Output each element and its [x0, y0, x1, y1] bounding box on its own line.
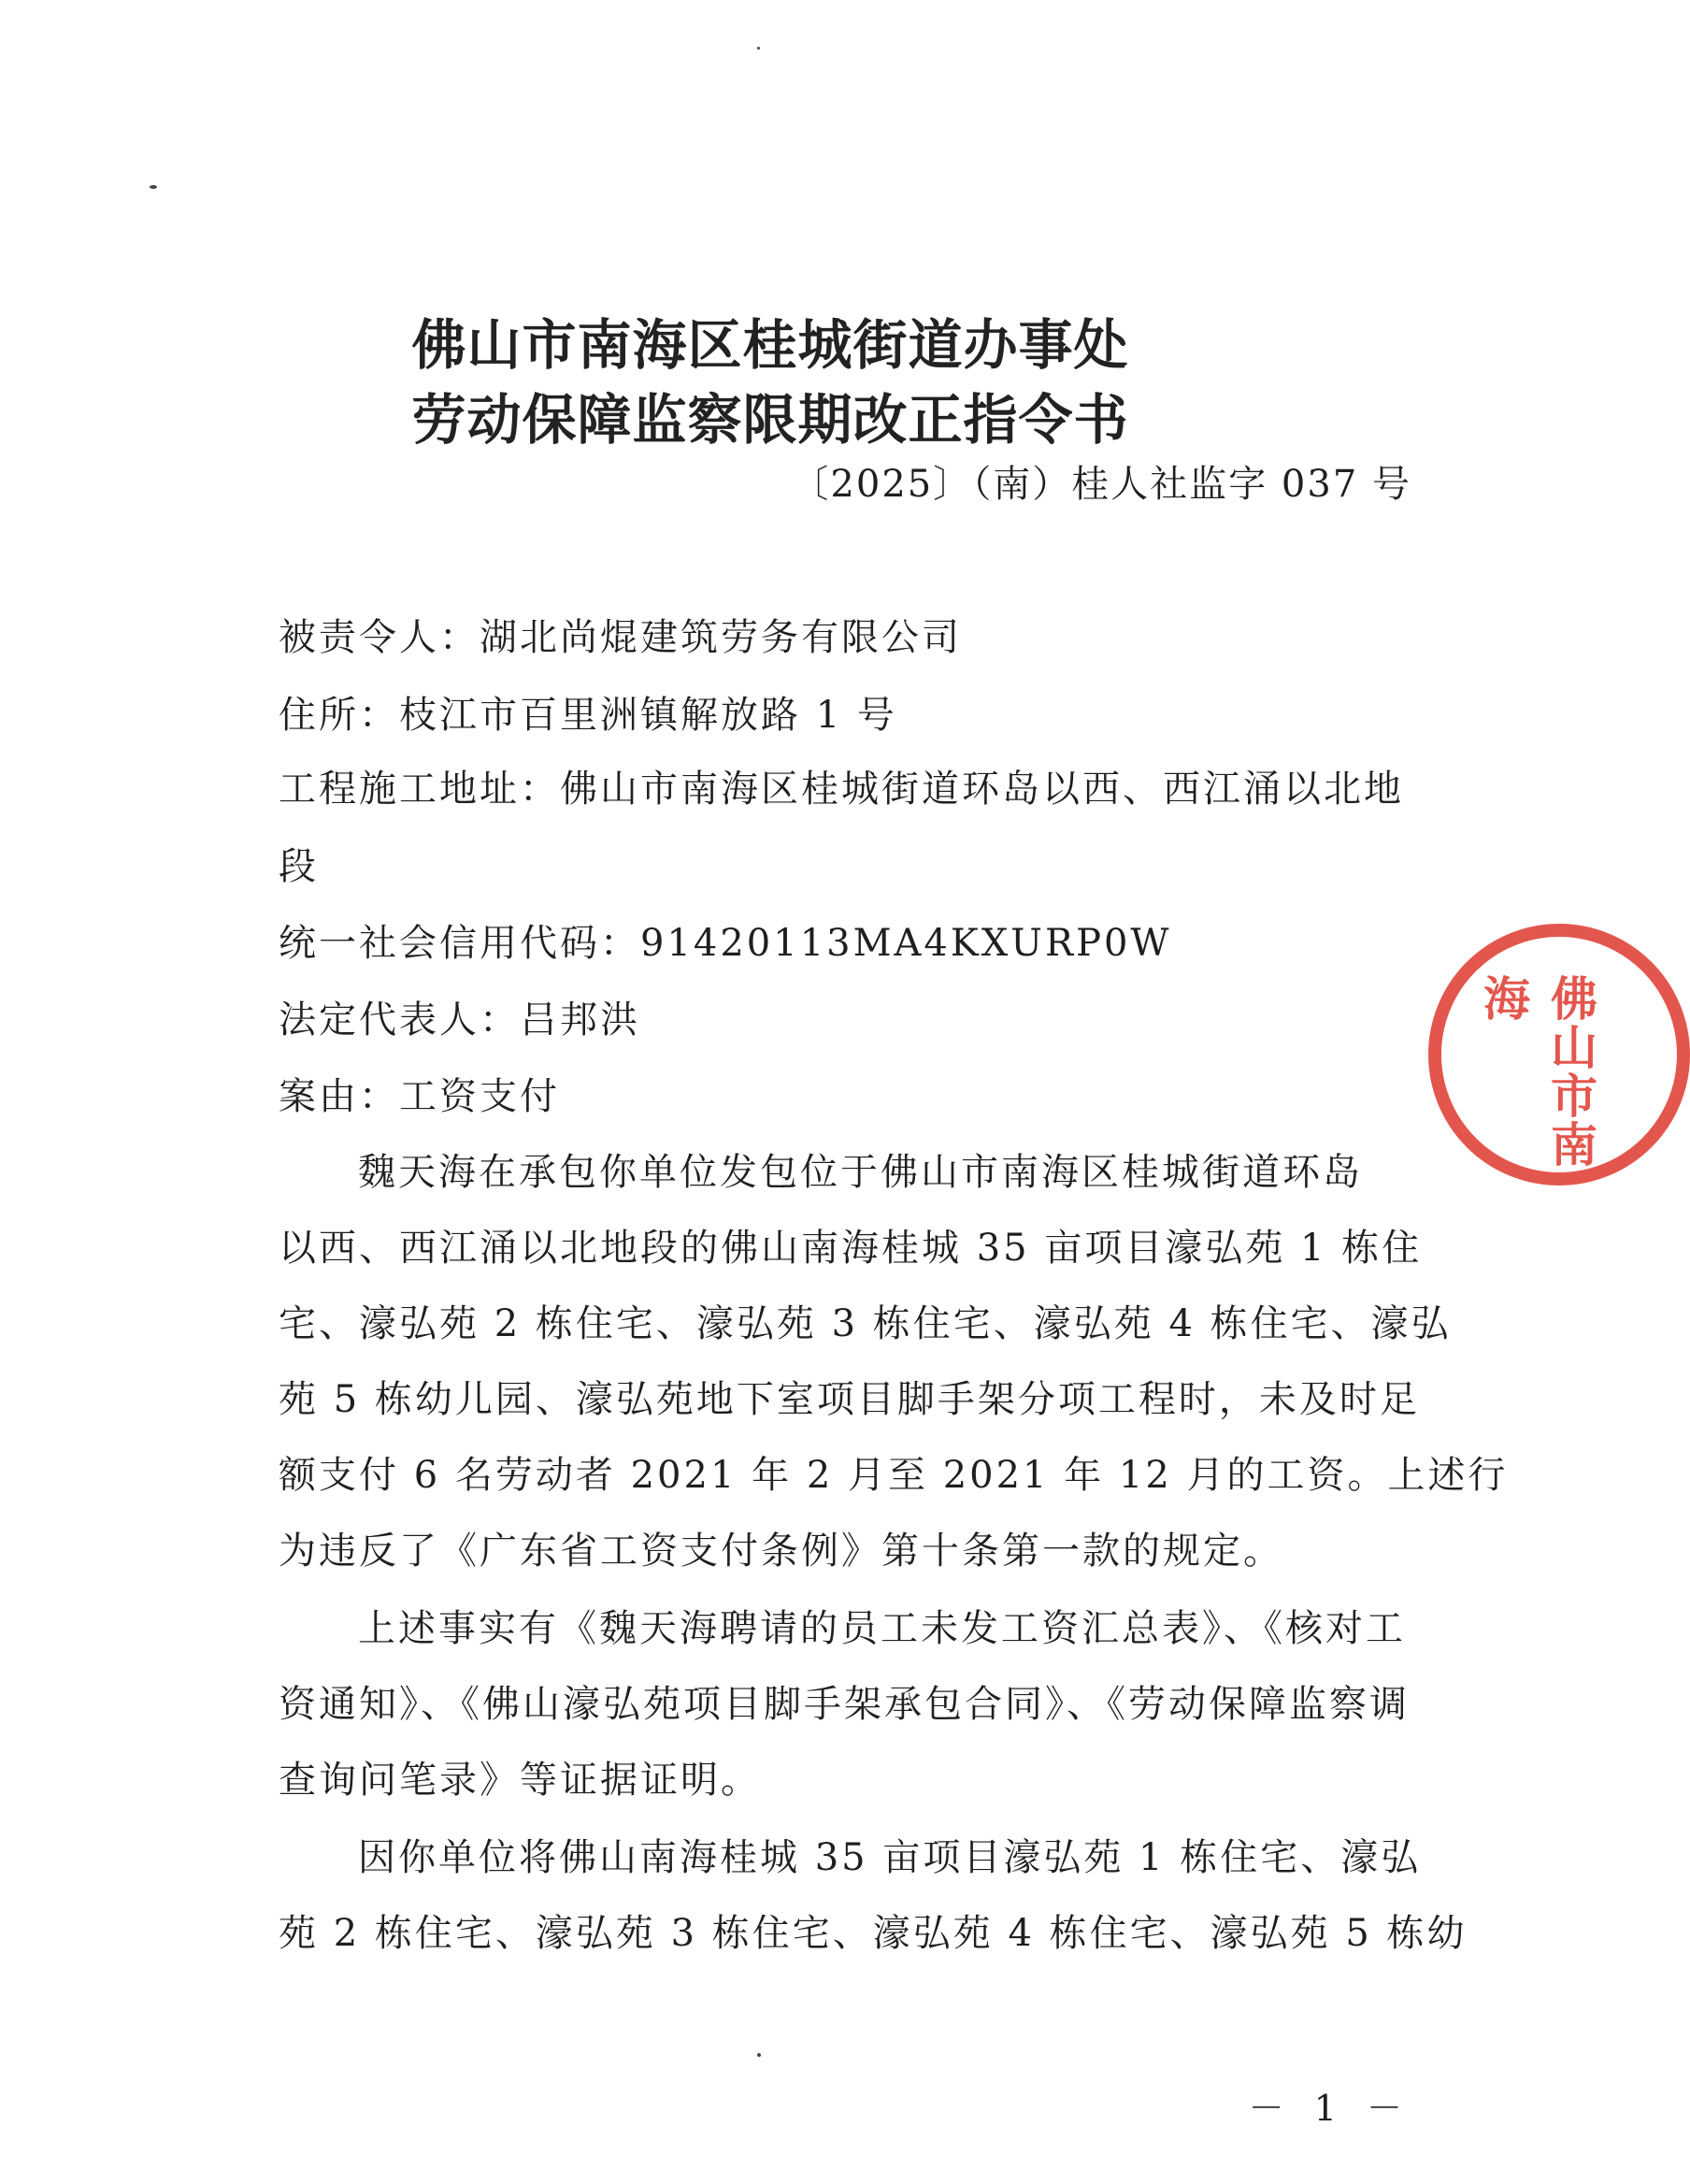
case-cause-line: 案由：工资支付 — [279, 1075, 560, 1118]
paragraph-1-line: 魏天海在承包你单位发包位于佛山市南海区桂城街道环岛 — [358, 1151, 1363, 1194]
scan-speck — [150, 185, 157, 189]
legal-representative-line: 法定代表人：吕邦洪 — [279, 999, 640, 1042]
paragraph-1-line: 宅、濠弘苑 2 栋住宅、濠弘苑 3 栋住宅、濠弘苑 4 栋住宅、濠弘 — [279, 1302, 1452, 1345]
address-line: 住所：枝江市百里洲镇解放路 1 号 — [279, 694, 897, 737]
paragraph-3-line: 因你单位将佛山南海桂城 35 亩项目濠弘苑 1 栋住宅、濠弘 — [358, 1836, 1422, 1879]
page-number: － 1 － — [1248, 2088, 1411, 2129]
paragraph-2-line: 上述事实有《魏天海聘请的员工未发工资汇总表》、《核对工 — [358, 1607, 1406, 1650]
paragraph-2-line: 资通知》、《佛山濠弘苑项目脚手架承包合同》、《劳动保障监察调 — [279, 1683, 1410, 1726]
credit-code-line: 统一社会信用代码：91420113MA4KXURP0W — [279, 922, 1172, 965]
paragraph-3-line: 苑 2 栋住宅、濠弘苑 3 栋住宅、濠弘苑 4 栋住宅、濠弘苑 5 栋幼 — [279, 1912, 1468, 1955]
document-body — [279, 0, 1509, 2184]
respondent-line: 被责令人：湖北尚焜建筑劳务有限公司 — [279, 616, 962, 659]
paragraph-1-line: 苑 5 栋幼儿园、濠弘苑地下室项目脚手架分项工程时，未及时足 — [279, 1378, 1420, 1421]
document-title-line-1: 佛山市南海区桂城街道办事处 — [411, 313, 1129, 377]
official-seal — [1428, 924, 1690, 1185]
seal-text: 佛山市南海 — [1476, 974, 1597, 1169]
site-address-line: 工程施工地址：佛山市南海区桂城街道环岛以西、西江涌以北地 — [279, 768, 1404, 811]
paragraph-1-line: 以西、西江涌以北地段的佛山南海桂城 35 亩项目濠弘苑 1 栋住 — [279, 1227, 1423, 1270]
document-title-line-2: 劳动保障监察限期改正指令书 — [411, 388, 1129, 452]
document-number: 〔2025〕（南）桂人社监字 037 号 — [791, 463, 1411, 506]
paragraph-1-line: 额支付 6 名劳动者 2021 年 2 月至 2021 年 12 月的工资。上述行 — [279, 1454, 1509, 1497]
paragraph-2-line: 查询问笔录》等证据证明。 — [279, 1759, 761, 1802]
paragraph-1-line: 为违反了《广东省工资支付条例》第十条第一款的规定。 — [279, 1530, 1283, 1573]
site-address-continuation: 段 — [279, 845, 319, 888]
